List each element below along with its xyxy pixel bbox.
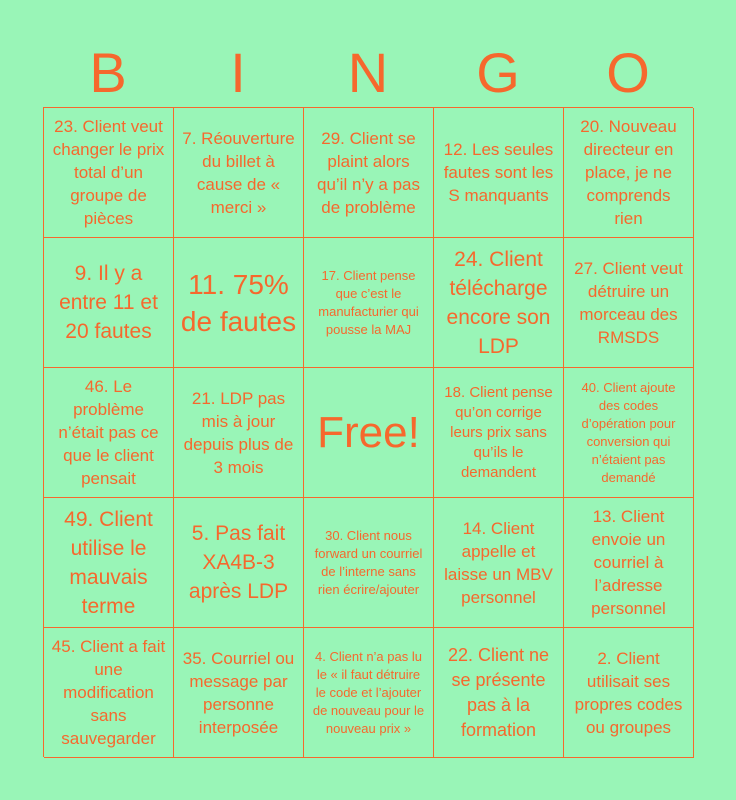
cell-text: 27. Client veut détruire un morceau des RMSDS [574, 258, 683, 347]
cell-text: 13. Client envoie un courriel à l’adresse personnel [591, 507, 666, 618]
cell-text: 2. Client utilisait ses propres codes ou groupes [574, 648, 683, 737]
bingo-cell[interactable] [564, 628, 694, 758]
bingo-cell[interactable] [434, 498, 564, 628]
cell-text: 40. Client ajoute des codes d’opération pour conversion qui n’étaient pas demandé [581, 379, 676, 485]
cell-text: 9. Il y a entre 11 et 20 fautes [59, 262, 158, 343]
bingo-cell[interactable] [304, 628, 434, 758]
bingo-cell[interactable] [44, 628, 174, 758]
cell-text: 7. Réouverture du billet à cause de « merci » [182, 128, 295, 217]
header-letter-g: G [476, 41, 520, 104]
header-letter-b: B [89, 41, 127, 104]
header-letter-i: I [230, 41, 246, 104]
bingo-cell[interactable] [434, 628, 564, 758]
cell-text: 22. Client ne se présente pas à la formation [447, 644, 550, 740]
bingo-cell[interactable] [44, 368, 174, 498]
free-text: Free! [317, 407, 420, 457]
cell-text: 24. Client télécharge encore son LDP [446, 247, 551, 358]
bingo-cell[interactable] [44, 108, 174, 238]
cell-text: 5. Pas fait XA4B-3 après LDP [188, 522, 289, 603]
cell-text: 11. 75% de fautes [180, 268, 297, 337]
cell-text: 23. Client veut changer le prix total d’un groupe de pièces [52, 117, 165, 228]
cell-text: 49. Client utilise le mauvais terme [64, 507, 153, 618]
bingo-cell[interactable] [174, 498, 304, 628]
bingo-cell[interactable] [304, 238, 434, 368]
bingo-cell[interactable] [434, 238, 564, 368]
bingo-cell[interactable] [174, 108, 304, 238]
cell-text: 35. Courriel ou message par personne interposée [182, 648, 295, 737]
cell-text: 14. Client appelle et laisse un MBV personnel [444, 518, 553, 607]
header-letter-n: N [347, 41, 389, 104]
cell-text: 18. Client pense qu’on corrige leurs prix sans qu’ils le demandent [444, 383, 553, 481]
cell-text: 12. Les seules fautes sont les S manquants [443, 140, 554, 205]
bingo-cell[interactable] [304, 498, 434, 628]
bingo-cell[interactable] [434, 108, 564, 238]
cell-text: 4. Client n’a pas lu le « il faut détruire le code et l’ajouter de nouveau pour le nouveau prix » [312, 648, 425, 736]
bingo-cell[interactable] [44, 238, 174, 368]
cell-text: 45. Client a fait une modification sans sauvegarder [51, 637, 166, 748]
cell-text: 29. Client se plaint alors qu’il n’y a pas de problème [316, 128, 420, 217]
bingo-grid [43, 107, 693, 757]
cell-text: 21. LDP pas mis à jour depuis plus de 3 mois [183, 388, 294, 477]
cell-text: 46. Le problème n’était pas ce que le client pensait [58, 377, 159, 488]
bingo-cell[interactable] [174, 368, 304, 498]
bingo-cell[interactable] [44, 498, 174, 628]
bingo-cell[interactable] [564, 498, 694, 628]
bingo-cell-free[interactable] [304, 368, 434, 498]
cell-text: 30. Client nous forward un courriel de l’interne sans rien écrire/ajouter [314, 527, 423, 597]
cell-text: 17. Client pense que c’est le manufacturier qui pousse la MAJ [318, 267, 419, 337]
bingo-cell[interactable] [434, 368, 564, 498]
cell-text: 20. Nouveau directeur en place, je ne comprends rien [580, 117, 677, 228]
bingo-cell[interactable] [174, 628, 304, 758]
bingo-cell[interactable] [174, 238, 304, 368]
bingo-cell[interactable] [564, 238, 694, 368]
bingo-cell[interactable] [304, 108, 434, 238]
bingo-header [43, 40, 693, 106]
bingo-cell[interactable] [564, 368, 694, 498]
bingo-cell[interactable] [564, 108, 694, 238]
header-letter-o: O [606, 41, 650, 104]
